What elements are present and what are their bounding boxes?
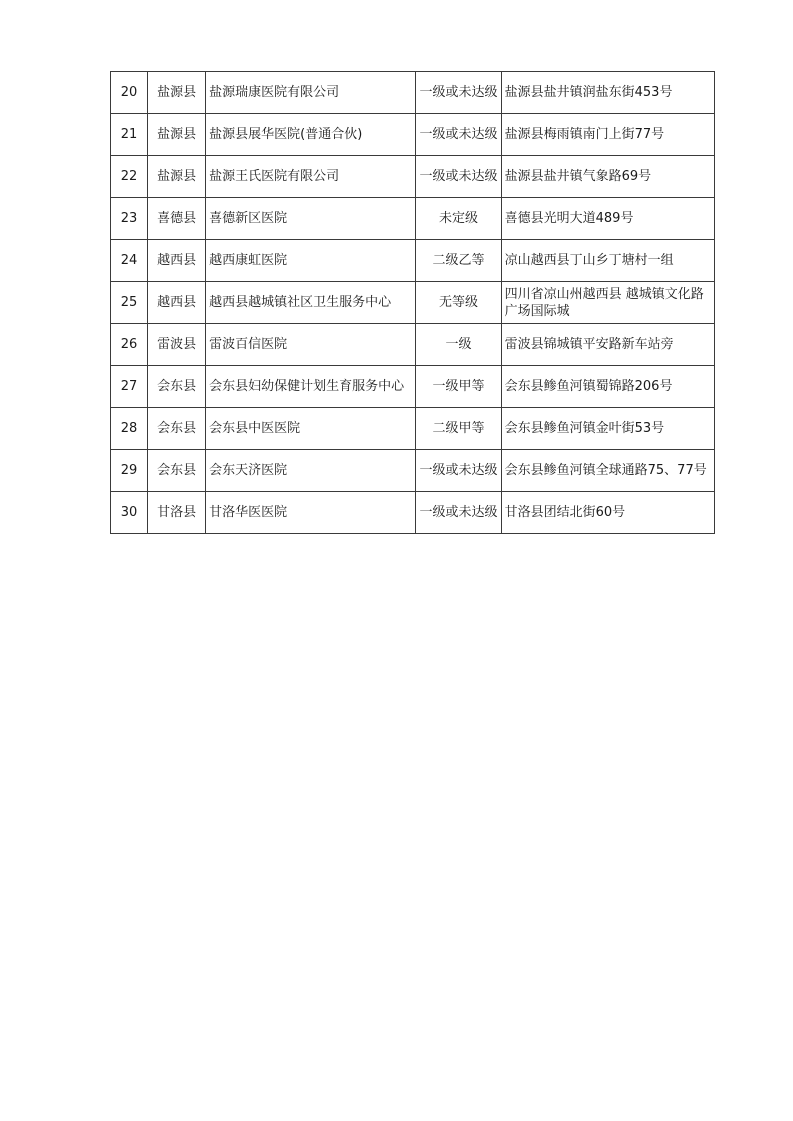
hospital-name-cell: 会东县中医医院: [206, 408, 416, 450]
county-cell: 甘洛县: [148, 492, 206, 534]
hospital-level-cell: 一级甲等: [416, 366, 501, 408]
row-number: 21: [111, 114, 148, 156]
hospital-level-cell: 一级或未达级: [416, 492, 501, 534]
row-number: 26: [111, 324, 148, 366]
row-number: 24: [111, 240, 148, 282]
address-cell: 会东县鲹鱼河镇金叶街53号: [501, 408, 714, 450]
address-cell: 凉山越西县丁山乡丁塘村一组: [501, 240, 714, 282]
table-row: [111, 114, 715, 156]
table-row: [111, 282, 715, 324]
row-number: 27: [111, 366, 148, 408]
address-cell: 雷波县锦城镇平安路新车站旁: [501, 324, 714, 366]
hospital-level-cell: 一级或未达级: [416, 114, 501, 156]
hospital-level-cell: 二级乙等: [416, 240, 501, 282]
hospital-name-cell: 甘洛华医医院: [206, 492, 416, 534]
row-number: 20: [111, 72, 148, 114]
hospital-level-cell: 一级或未达级: [416, 72, 501, 114]
table-row: [111, 450, 715, 492]
table-row: [111, 156, 715, 198]
county-cell: 会东县: [148, 408, 206, 450]
county-cell: 盐源县: [148, 114, 206, 156]
table-row: [111, 198, 715, 240]
row-number: 28: [111, 408, 148, 450]
table-row: [111, 240, 715, 282]
hospital-name-cell: 盐源王氏医院有限公司: [206, 156, 416, 198]
table-row: [111, 408, 715, 450]
address-cell: 四川省凉山州越西县 越城镇文化路广场国际城: [501, 282, 714, 324]
hospital-level-cell: 无等级: [416, 282, 501, 324]
address-cell: 喜德县光明大道489号: [501, 198, 714, 240]
address-cell: 盐源县盐井镇润盐东街453号: [501, 72, 714, 114]
address-cell: 盐源县盐井镇气象路69号: [501, 156, 714, 198]
county-cell: 喜德县: [148, 198, 206, 240]
county-cell: 会东县: [148, 450, 206, 492]
address-cell: 甘洛县团结北街60号: [501, 492, 714, 534]
hospital-level-cell: 二级甲等: [416, 408, 501, 450]
county-cell: 盐源县: [148, 72, 206, 114]
hospital-name-cell: 会东天济医院: [206, 450, 416, 492]
row-number: 25: [111, 282, 148, 324]
address-cell: 会东县鲹鱼河镇蜀锦路206号: [501, 366, 714, 408]
row-number: 30: [111, 492, 148, 534]
county-cell: 雷波县: [148, 324, 206, 366]
county-cell: 盐源县: [148, 156, 206, 198]
hospital-name-cell: 喜德新区医院: [206, 198, 416, 240]
row-number: 22: [111, 156, 148, 198]
table-row: [111, 72, 715, 114]
hospital-level-cell: 一级: [416, 324, 501, 366]
row-number: 23: [111, 198, 148, 240]
county-cell: 会东县: [148, 366, 206, 408]
address-cell: 会东县鲹鱼河镇全球通路75、77号: [501, 450, 714, 492]
county-cell: 越西县: [148, 282, 206, 324]
hospital-name-cell: 盐源县展华医院(普通合伙): [206, 114, 416, 156]
table-row: [111, 492, 715, 534]
hospital-name-cell: 雷波百信医院: [206, 324, 416, 366]
row-number: 29: [111, 450, 148, 492]
hospital-level-cell: 未定级: [416, 198, 501, 240]
hospital-name-cell: 会东县妇幼保健计划生育服务中心: [206, 366, 416, 408]
hospital-name-cell: 盐源瑞康医院有限公司: [206, 72, 416, 114]
table-row: [111, 324, 715, 366]
hospital-level-cell: 一级或未达级: [416, 450, 501, 492]
hospital-level-cell: 一级或未达级: [416, 156, 501, 198]
hospital-name-cell: 越西县越城镇社区卫生服务中心: [206, 282, 416, 324]
county-cell: 越西县: [148, 240, 206, 282]
hospital-name-cell: 越西康虹医院: [206, 240, 416, 282]
hospital-table-body: [111, 72, 715, 534]
table-row: [111, 366, 715, 408]
hospital-table: [110, 71, 715, 534]
address-cell: 盐源县梅雨镇南门上街77号: [501, 114, 714, 156]
